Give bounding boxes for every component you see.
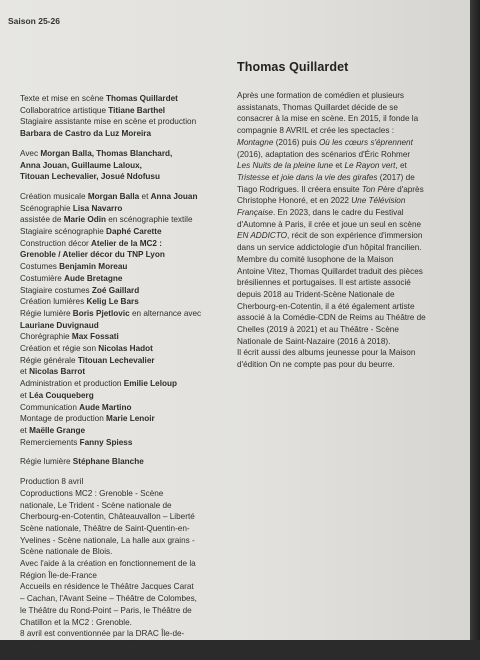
credits-paragraph [20, 476, 230, 652]
credit-name: Maëlle Grange [29, 425, 86, 435]
credit-role: Avec [20, 148, 41, 158]
credit-role: Texte et mise en scène [20, 94, 107, 103]
credit-name: Titiane Barthel [108, 105, 166, 115]
credit-role: Administration et production [20, 379, 124, 389]
credits-line [20, 476, 230, 488]
credit-name: Marie Lenoir [106, 414, 155, 424]
biography-line [237, 289, 452, 301]
biography-line [237, 195, 452, 207]
credits-line [20, 355, 230, 367]
biography-line [237, 184, 452, 196]
credit-role: Collaboratrice artistique [20, 105, 109, 115]
credit-role: Avec l'aide à la création en fonctionnement de la [20, 559, 196, 569]
biography-fragment: depuis 2018 au Trident-Scène Nationale de [237, 289, 395, 299]
credit-name: Barbara de Castro da Luz Moreira [20, 129, 152, 139]
credit-name: Stéphane Blanche [72, 457, 144, 467]
credit-role: Création musicale [20, 191, 88, 201]
credits-paragraph [20, 191, 230, 448]
credit-role: Stagiaire assistante mise en scène et production [20, 117, 197, 127]
biography-line [237, 336, 452, 348]
credit-role: et [139, 191, 151, 201]
credits-line [20, 488, 230, 500]
credits-line [20, 581, 230, 593]
work-title: Où les cœurs s'éprennent [318, 137, 413, 147]
credits-line [20, 285, 230, 297]
biography-fragment: , et [395, 161, 407, 171]
credit-name: Lisa Navarro [72, 203, 123, 213]
credits-line [20, 273, 230, 285]
credits-line [20, 249, 230, 261]
biography-fragment: (2016), adaptation des scénarios d'Éric Rohmer [237, 149, 411, 159]
credit-role: Création et régie son [20, 344, 99, 354]
credit-role: Stagiaire scénographie [20, 227, 107, 237]
credit-role: Accueils en résidence le Théâtre Jacques Carat [20, 582, 194, 592]
credit-role: en scénographie textile [106, 215, 193, 225]
credits-line [20, 558, 230, 570]
credits-line [20, 203, 230, 215]
biography-fragment: brésiliennes et portugaises. Il est artiste associé [237, 278, 411, 288]
biography-line [237, 207, 452, 219]
credits-paragraph [20, 456, 230, 468]
biography-fragment: et [333, 161, 345, 171]
credit-role: Costumière [20, 273, 65, 283]
credit-role: – Cachan, l'Avant Seine – Théâtre de Colombes, [20, 594, 197, 604]
credits-line [20, 238, 230, 250]
credit-role: nationale, Le Trident - Scène nationale de [20, 500, 172, 510]
biography-line [237, 312, 452, 324]
credit-name: Fanny Spiess [79, 437, 133, 447]
credit-name: Anna Jouan [150, 191, 198, 201]
biography-line [237, 347, 452, 359]
biography-line [237, 149, 452, 161]
credit-role: et [20, 390, 30, 400]
credits-line [20, 402, 230, 414]
credit-role: et [20, 425, 30, 435]
biography-fragment: d'après [394, 184, 424, 194]
biography-line [237, 266, 452, 278]
credit-role: Production 8 avril [20, 477, 84, 487]
biography-fragment: Nationale de Saint-Nazaire (2016 à 2018). [237, 336, 391, 346]
credits-line [20, 500, 230, 512]
credit-name: Marie Odin [63, 215, 107, 225]
credit-role: Régie lumière [20, 308, 73, 318]
biography-title: Thomas Quillardet [237, 60, 349, 74]
credits-line [20, 148, 230, 160]
credits-line [20, 261, 230, 273]
biography-line [237, 301, 452, 313]
work-title: Ton Père [361, 184, 395, 194]
biography-line [237, 230, 452, 242]
credit-role: Construction décor [20, 238, 91, 248]
work-title: Tristesse et joie dans la vie des girafes [237, 172, 378, 182]
credits-line [20, 617, 230, 629]
credit-name: Aude Bretagne [64, 273, 123, 283]
biography-fragment: Membre du comité lusophone de la Maison [237, 254, 394, 264]
credit-role: Yvelines - Scène nationale, La halle aux grains - [20, 535, 195, 545]
credit-name: Titouan Lechevalier, Josué Ndofusu [20, 172, 160, 182]
biography-text [237, 90, 452, 371]
credits-line [20, 456, 230, 468]
credit-name: Boris Pjetlovic [72, 308, 130, 318]
credits-line [20, 366, 230, 378]
biography-fragment: Cherbourg-en-Cotentin, il a été également artiste [237, 301, 415, 311]
credit-name: Thomas Quillardet [106, 94, 178, 103]
credits-line [20, 214, 230, 226]
credit-name: Nicolas Barrot [29, 367, 86, 377]
credits-line [20, 570, 230, 582]
credit-role: Création lumières [20, 297, 87, 307]
credit-name: Morgan Balla [87, 191, 140, 201]
biography-line [237, 113, 452, 125]
credits-line [20, 511, 230, 523]
credits-line [20, 160, 230, 172]
work-title: Française [237, 208, 273, 218]
biography-fragment: Christophe Honoré, et en 2022 [237, 196, 352, 206]
credit-role: Chorégraphie [20, 332, 72, 342]
credit-role: Scène nationale, Théâtre de Saint-Quentin-en- [20, 523, 190, 533]
credit-role: Stagiaire costumes [20, 285, 92, 295]
credits-line [20, 296, 230, 308]
biography-fragment: Chelles (2019 à 2021) et au Théâtre - Scène [237, 325, 399, 335]
work-title: Montagne [237, 137, 274, 147]
credits-line [20, 437, 230, 449]
credit-name: Aude Martino [79, 402, 132, 412]
credit-role: 8 avril est conventionnée par la DRAC Île-de- [20, 629, 185, 639]
credits-line [20, 413, 230, 425]
biography-fragment: assistanats, Thomas Quillardet décide de se [237, 102, 398, 112]
credits-line [20, 308, 230, 320]
biography-fragment: Après une formation de comédien et plusieurs [237, 91, 405, 100]
credit-role: en alternance avec [129, 308, 202, 318]
credits-column [20, 93, 230, 660]
credit-role: Communication [20, 402, 80, 412]
credit-name: Zoé Gaillard [91, 285, 140, 295]
credit-role: Remerciements [20, 437, 80, 447]
work-title: Le Rayon vert [344, 161, 396, 171]
credit-name: Titouan Lechevalier [77, 355, 155, 365]
credit-name: Kelig Le Bars [86, 297, 139, 307]
biography-line [237, 324, 452, 336]
biography-line [237, 277, 452, 289]
biography-fragment: consacrer à la mise en scène. En 2015, il fonde la [237, 114, 419, 124]
biography-line [237, 172, 452, 184]
credit-role: Région Île-de-France [20, 570, 97, 580]
credit-role: Montage de production [20, 414, 107, 424]
credits-line [20, 628, 230, 640]
credits-line [20, 343, 230, 355]
biography-fragment: compagnie 8 AVRIL et crée les spectacles : [237, 126, 395, 136]
credit-role: assistée de [20, 215, 64, 225]
biography-line [237, 242, 452, 254]
biography-line [237, 90, 452, 102]
credits-line [20, 378, 230, 390]
credit-role: Chatillon et la MC2 : Grenoble. [20, 617, 132, 627]
credit-role: Scénographie [20, 203, 73, 213]
credit-role: le Théâtre du Rond-Point – Paris, le Théâtre de [20, 605, 192, 615]
credits-line [20, 93, 230, 105]
credits-line [20, 546, 230, 558]
work-title: EN ADDICTO [237, 231, 288, 241]
biography-line [237, 102, 452, 114]
credit-name: Max Fossati [71, 332, 119, 342]
biography-fragment: (2016) puis [273, 137, 319, 147]
biography-line [237, 219, 452, 231]
credits-line [20, 523, 230, 535]
credit-role: Costumes [20, 262, 60, 272]
biography-column [237, 60, 452, 371]
credit-role: Régie générale [20, 355, 78, 365]
credit-name: Benjamin Moreau [59, 262, 128, 272]
season-label: Saison 25-26 [8, 16, 60, 26]
credits-line [20, 605, 230, 617]
biography-fragment: dans un service addictologie d'un hôpital francilien. [237, 243, 422, 253]
credit-name: Atelier de la MC2 : [91, 238, 162, 248]
credit-role: Régie lumière [20, 457, 73, 467]
credit-name: Nicolas Hadot [98, 344, 153, 354]
biography-line [237, 125, 452, 137]
biography-fragment: (2017) de [377, 172, 415, 182]
biography-fragment: Antoine Vitez, Thomas Quillardet traduit des pièces [237, 266, 423, 276]
credits-line [20, 640, 230, 652]
work-title: Une Télévision [351, 196, 406, 206]
page-edge [470, 0, 480, 640]
biography-fragment: , récit de son expérience d'immersion [287, 231, 423, 241]
credit-name: Morgan Balla, Thomas Blanchard, [40, 148, 173, 158]
credits-line [20, 171, 230, 183]
credit-name: Daphé Carette [106, 227, 162, 237]
credit-role: France – Ministère de la Culture. [20, 640, 139, 650]
biography-line [237, 137, 452, 149]
credits-line [20, 593, 230, 605]
biography-fragment: Tiago Rodrigues. Il créera ensuite [237, 184, 362, 194]
credit-name: Lauriane Duvignaud [20, 320, 99, 330]
credit-role: et [20, 367, 30, 377]
credit-role: Cherbourg-en-Cotentin, Châteauvallon – Liberté [20, 512, 195, 522]
biography-fragment: Il écrit aussi des albums jeunesse pour la Maison [237, 348, 416, 358]
credits-line [20, 128, 230, 140]
credits-line [20, 116, 230, 128]
credit-role: Coproductions MC2 : Grenoble - Scène [20, 488, 164, 498]
biography-fragment: d'Automne à Paris, il crée et joue un seul en scène [237, 219, 422, 229]
credits-line [20, 390, 230, 402]
credit-name: Anna Jouan, Guillaume Laloux, [20, 160, 142, 170]
credits-line [20, 320, 230, 332]
biography-fragment: . En 2023, dans le cadre du Festival [272, 208, 404, 218]
credit-name: Emilie Leloup [123, 379, 177, 389]
credits-line [20, 191, 230, 203]
work-title: Les Nuits de la pleine lune [237, 161, 334, 171]
biography-fragment: d'édition On ne compte pas pour du beurre. [237, 360, 395, 370]
credit-name: Léa Couqueberg [29, 390, 94, 400]
credits-paragraph [20, 93, 230, 140]
credits-paragraph [20, 148, 230, 183]
credit-name: Grenoble / Atelier décor du TNP Lyon [20, 250, 165, 260]
credits-line [20, 535, 230, 547]
credits-line [20, 226, 230, 238]
credit-role: Scène nationale de Blois. [20, 547, 113, 557]
credits-line [20, 331, 230, 343]
biography-fragment: associé à la Comédie-CDN de Reims au Théâtre de [237, 313, 426, 323]
credits-line [20, 425, 230, 437]
biography-line [237, 160, 452, 172]
biography-line [237, 254, 452, 266]
credits-line [20, 105, 230, 117]
biography-line [237, 359, 452, 371]
